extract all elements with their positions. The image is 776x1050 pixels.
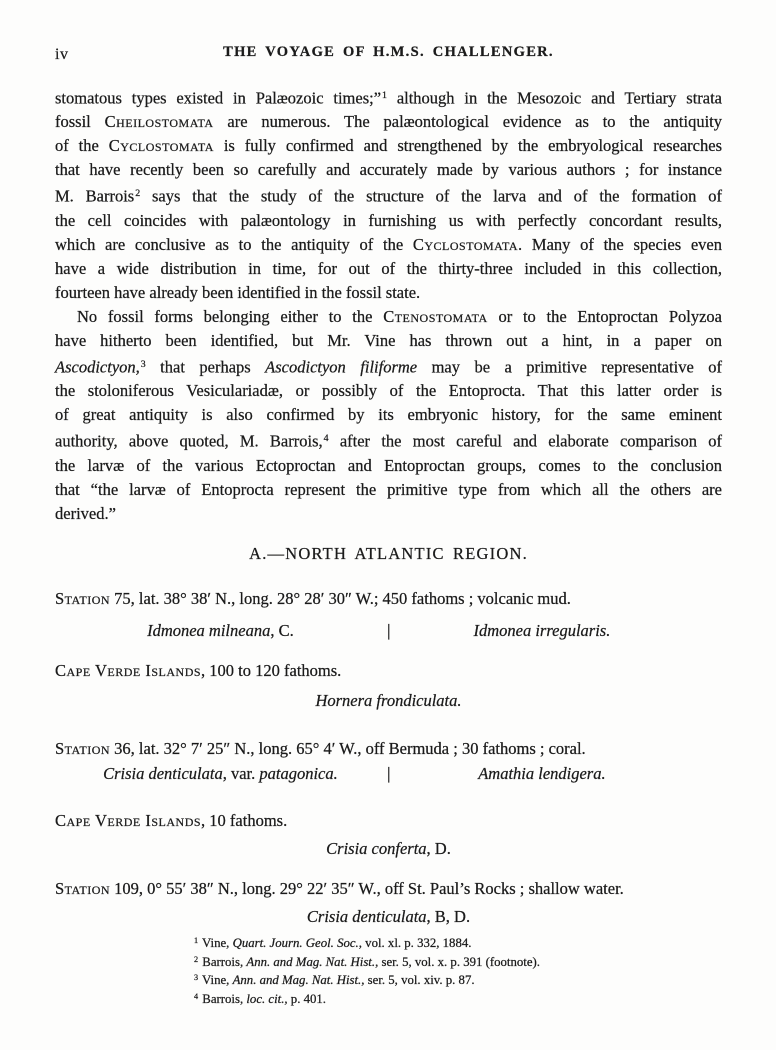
text-run: . Many of the species even	[518, 234, 722, 254]
text-run: may be a primitive representative of	[417, 357, 722, 377]
text-run: says that the study of the structure of the larva and of the formation of	[140, 186, 722, 206]
text-run: , 100 to 120 fathoms.	[201, 661, 342, 680]
text-run: Vine,	[199, 973, 233, 988]
text-run: that perhaps	[145, 357, 266, 377]
column-divider-bar: |	[387, 764, 391, 783]
species-row	[55, 620, 722, 642]
species-right	[392, 620, 722, 642]
smallcaps-text: Station	[55, 739, 111, 758]
italic-text: Crisia conferta	[326, 839, 427, 858]
italic-text: Ann. and Mag. Nat. Hist.	[246, 954, 376, 969]
italic-text: Crisia denticulata	[306, 907, 427, 926]
text-run: stomatous types existed in Palæozoic times;”	[55, 88, 382, 108]
text-run: have hitherto been identified, but Mr. Vine has thrown out a hint, in a paper on	[55, 330, 722, 350]
section-heading: A.—NORTH ATLANTIC REGION.	[249, 544, 528, 563]
footnote-reference: 3	[194, 973, 199, 982]
text-run: , ser. 5, vol. x. p. 391 (footnote).	[375, 954, 540, 969]
text-run: fourteen have already been identified in the fossil state.	[55, 282, 421, 302]
footnotes	[193, 933, 540, 1007]
species-left	[55, 620, 386, 642]
italic-text: Idmonea milneana	[147, 621, 271, 640]
text-run: authority, above quoted, M. Barrois,	[55, 431, 323, 451]
text-run: the cell coincides with palæontology in furnishing us with perfectly concordant results,	[55, 210, 722, 230]
text-run: No fossil forms belonging either to the	[77, 306, 384, 326]
text-run: M. Barrois	[55, 186, 135, 206]
text-run: Barrois,	[199, 954, 247, 969]
text-run: , D.	[426, 839, 451, 858]
text-run: , C.	[270, 621, 294, 640]
text-run: that have recently been so carefully and accurately made by various authors ; for instance	[55, 160, 722, 180]
station-entry	[55, 878, 722, 900]
text-run: Vine,	[199, 936, 233, 951]
text-run: 109, 0° 55′ 38″ N., long. 29° 22′ 35″ W., off St. Paul’s Rocks ; shallow water.	[110, 879, 624, 898]
footnote	[193, 952, 540, 971]
text-run: , p. 401.	[284, 991, 326, 1006]
text-run: of great antiquity is also confirmed by its embryonic history, for the same eminent	[55, 405, 722, 425]
footnote	[193, 989, 540, 1008]
italic-text: loc. cit.	[246, 991, 285, 1006]
page-number: iv	[55, 46, 69, 63]
text-run: of the	[55, 136, 109, 156]
footnote-reference: 4	[323, 433, 329, 445]
italic-text: Hornera frondiculata.	[315, 691, 462, 710]
smallcaps-text: Cyclostomata	[412, 234, 519, 254]
station-entry	[55, 738, 722, 760]
footnote-reference: 3	[140, 358, 146, 370]
smallcaps-text: Cyclostomata	[108, 136, 214, 156]
footnote	[193, 933, 540, 952]
species-right	[392, 763, 722, 785]
text-run: or to the Entoproctan Polyzoa	[487, 306, 722, 326]
text-run: , 10 fathoms.	[201, 811, 288, 830]
species-caption	[55, 690, 722, 712]
italic-text: Crisia denticulata	[103, 764, 223, 783]
footnote-reference: 1	[382, 90, 387, 101]
species-row	[55, 763, 722, 785]
species-caption	[55, 838, 722, 860]
smallcaps-text: Station	[55, 879, 111, 898]
smallcaps-text: Cape Verde Islands	[55, 661, 202, 680]
species-caption	[55, 906, 722, 928]
text-run: 36, lat. 32° 7′ 25″ N., long. 65° 4′ W., off Bermuda ; 30 fathoms ; coral.	[110, 739, 586, 758]
text-run: 75, lat. 38° 38′ N., long. 28° 28′ 30″ W.; 450 fathoms ; volcanic mud.	[110, 589, 571, 608]
text-run: are numerous. The palæontological evidence as to the antiquity	[213, 112, 722, 132]
station-entry	[55, 660, 722, 682]
footnote-reference: 2	[194, 954, 199, 964]
text-run: the larvæ of the various Ectoproctan and Entoproctan groups, comes to the conclusion	[55, 455, 722, 475]
station-entry	[55, 588, 722, 610]
text-run: , var.	[222, 764, 260, 783]
italic-text: Ascodictyon,	[55, 357, 140, 377]
text-run: fossil	[55, 112, 105, 132]
text-run: derived.”	[55, 503, 116, 523]
smallcaps-text: Cape Verde Islands	[55, 811, 202, 830]
text-run: , B, D.	[426, 907, 471, 926]
footnote-reference: 2	[135, 188, 141, 200]
italic-text: Idmonea irregularis.	[473, 621, 611, 640]
text-run: Barrois,	[199, 991, 247, 1006]
smallcaps-text: Ctenostomata	[383, 306, 488, 326]
running-title: THE VOYAGE OF H.M.S. CHALLENGER.	[223, 44, 554, 60]
text-run: is fully confirmed and strengthened by the embryological researches	[213, 136, 722, 156]
italic-text: Quart. Journ. Geol. Soc.	[232, 936, 359, 951]
text-run: that “the larvæ of Entoprocta represent the primitive type from which all the others are	[55, 479, 722, 499]
text-run: , ser. 5, vol. xiv. p. 87.	[361, 973, 475, 988]
footnote	[193, 970, 540, 989]
footnote-reference: 1	[194, 936, 199, 945]
italic-text: Ann. and Mag. Nat. Hist.	[232, 973, 362, 988]
column-divider-bar: |	[387, 621, 391, 640]
text-run: although in the Mesozoic and Tertiary strata	[386, 88, 723, 108]
smallcaps-text: Station	[55, 589, 111, 608]
text-run: which are conclusive as to the antiquity of the	[55, 234, 413, 254]
text-run: have a wide distribution in time, for out of the thirty-three included in this collection,	[55, 258, 722, 278]
italic-text: Ascodictyon filiforme	[265, 357, 418, 377]
species-left	[55, 763, 386, 785]
italic-text: patagonica.	[259, 764, 338, 783]
italic-text: Amathia lendigera.	[478, 764, 606, 783]
smallcaps-text: Cheilostomata	[104, 112, 214, 132]
text-run: , vol. xl. p. 332, 1884.	[358, 936, 472, 951]
station-entry	[55, 810, 722, 832]
footnote-reference: 4	[194, 991, 199, 1001]
text-run: after the most careful and elaborate comparison of	[328, 431, 722, 451]
text-run: the stoloniferous Vesiculariadæ, or possibly of the Entoprocta. That this latter order is	[55, 381, 722, 401]
